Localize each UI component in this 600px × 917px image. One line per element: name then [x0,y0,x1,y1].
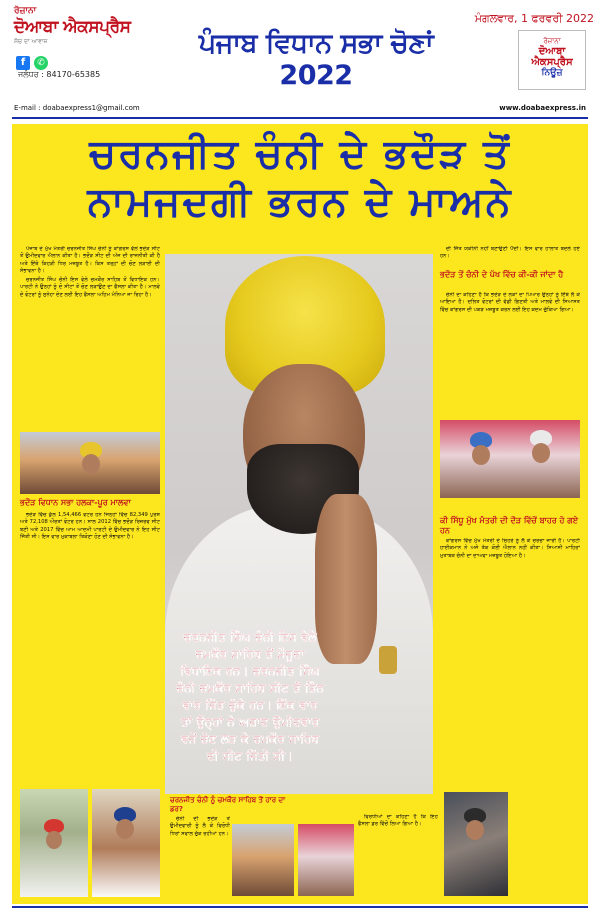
photo-leaders [440,420,580,498]
right-column-mid [440,292,580,416]
contact-bar [0,104,600,116]
left-mid-paragraph: ਚਰਨਜੀਤ ਸਿੰਘ ਚੰਨੀ ਇਸ ਵੇਲੇ ਚਮਕੌਰ ਸਾਹਿਬ ਤੋਂ ਵਿਧਾਇਕ ਹਨ। ਪਾਰਟੀ ਨੇ ਉਨ੍ਹਾਂ ਨੂੰ ਦੋ ਸੀਟਾਂ ਤੋਂ ਚੋਣ ਲੜਾਉਣ ਦਾ ਫੈਸਲਾ ਕੀਤਾ ਹੈ। ਮਾਲਵੇ ਦੇ ਵੋਟਰਾਂ ਨੂੰ ਸੁਨੇਹਾ ਦੇਣ ਲਈ ਇਹ ਫੈਸਲਾ ਅਹਿਮ ਮੰਨਿਆ ਜਾ ਰਿਹਾ ਹੈ। [20,277,160,298]
right-mid-paragraph: ਚੰਨੀ ਦਾ ਕਹਿਣਾ ਹੈ ਕਿ ਭਦੌੜ ਦੇ ਲੋਕਾਂ ਦਾ ਪਿਆਰ ਉਨ੍ਹਾਂ ਨੂੰ ਇੱਥੇ ਲੈ ਕੇ ਆਇਆ ਹੈ। ਦਲਿਤ ਵੋਟਰਾਂ ਦੀ ਵੱਡੀ ਗਿਣਤੀ ਅਤੇ ਮਾਲਵੇ ਦੀ ਸਿਆਸਤ ਵਿੱਚ ਕਾਂਗਰਸ ਦੀ ਪਕੜ ਮਜ਼ਬੂਤ ਕਰਨ ਲਈ ਇਹ ਕਦਮ ਚੁੱਕਿਆ ਗਿਆ। [440,292,580,313]
left-column-bottom [20,512,160,784]
banner-title: ਪੰਜਾਬ ਵਿਧਾਨ ਸਭਾ ਚੋਣਾਂ 2022 [198,28,434,91]
news-logo-tag: ਰੋਜ਼ਾਨਾ [543,37,561,45]
left-bottom-paragraph: ਭਦੌੜ ਵਿੱਚ ਕੁੱਲ 1,54,466 ਵੋਟਰ ਹਨ ਜਿਨ੍ਹਾਂ ਵਿੱਚ 82,349 ਪੁਰਸ਼ ਅਤੇ 72,108 ਔਰਤਾਂ ਵੋਟਰ ਹਨ। ਸਾਲ 2012 ਵਿੱਚ ਭਦੌੜ ਰਿਜ਼ਰਵ ਸੀਟ ਬਣੀ ਅਤੇ 2017 ਵਿੱਚ ਆਮ ਆਦਮੀ ਪਾਰਟੀ ਦੇ ਉਮੀਦਵਾਰ ਨੇ ਇਹ ਸੀਟ ਜਿੱਤੀ ਸੀ। ਇਸ ਵਾਰ ਮੁਕਾਬਲਾ ਤਿਕੋਣਾ ਹੋਣ ਦੀ ਸੰਭਾਵਨਾ ਹੈ। [20,512,160,540]
bottom-right-paragraph: ਵਿਰੋਧੀਆਂ ਦਾ ਕਹਿਣਾ ਹੈ ਕਿ ਇਹ ਫੈਸਲਾ ਡਰ ਵਿੱਚੋਂ ਲਿਆ ਗਿਆ ਹੈ। [358,814,438,828]
news-logo-name: ਦੋਆਬਾ ਐਕਸਪ੍ਰੈਸ [531,46,573,68]
right-column-top [440,246,580,268]
right-column-bottom [440,538,580,786]
person-face [472,445,490,465]
photo-meeting [92,789,160,897]
logo-sub: ਸੱਚ ਦਾ ਆਵਾਜ਼ [14,38,48,45]
person-face [46,831,62,849]
email-link[interactable]: E-mail : doabaexpress1@gmail.com [14,104,140,112]
right-subheading-2: ਕੀ ਸਿੱਧੂ ਮੁੱਖ ਮੰਤਰੀ ਦੀ ਦੌੜ ਵਿੱਚੋਂ ਬਾਹਰ ਹੋ ਗਏ ਹਨ [440,516,579,535]
facebook-icon[interactable]: f [16,56,30,70]
issue-date: ਮੰਗਲਵਾਰ, 1 ਫਰਵਰੀ 2022 [474,12,594,25]
photo-temple [20,789,88,897]
photo-portrait-small [444,792,508,896]
right-subheading-1: ਭਦੌੜ ਤੋਂ ਚੰਨੀ ਦੇ ਪੱਖ ਵਿੱਚ ਕੀ-ਕੀ ਜਾਂਦਾ ਹੈ [440,270,564,279]
photo-crowd-1 [232,824,294,896]
bottom-right-column [358,814,438,896]
headline-line-1: ਚਰਨਜੀਤ ਚੰਨੀ ਦੇ ਭਦੌੜ ਤੋਂ [89,131,511,177]
person-face [116,819,134,839]
article-frame [12,124,588,904]
news-logo[interactable] [518,30,586,90]
bottom-rule [12,906,588,908]
website-link[interactable]: www.doabaexpress.in [499,104,586,112]
left-subheading: ਭਦੌੜ ਵਿਧਾਨ ਸਭਾ ਹਲਕਾ-ਪੂਰ ਮਾਲਵਾ [20,498,131,507]
wrist-watch [379,646,397,674]
logo-name: ਦੋਆਬਾ ਐਕਸਪ੍ਰੈਸ [14,17,131,37]
photo-crowd-2 [298,824,354,896]
whatsapp-icon[interactable]: ✆ [34,56,48,70]
person-face [532,443,550,463]
logo-tag: ਰੋਜ਼ਾਨਾ [14,6,37,16]
left-column-top [20,246,160,356]
person-face [82,454,100,474]
masthead [0,0,600,102]
divider [12,117,588,119]
photo-rally [20,432,160,494]
phone-number: ਜਲੰਧਰ : 84170-65385 [18,70,101,79]
bottom-subheading: ਚਰਨਜੀਤ ਚੰਨੀ ਨੂੰ ਚਮਕੌਰ ਸਾਹਿਬ ਤੋਂ ਹਾਰ ਦਾ ਡਰ? [170,796,286,813]
headline-line-2: ਨਾਮਜਦਗੀ ਭਰਨ ਦੇ ਮਾਅਨੇ [87,179,513,225]
right-top-paragraph: ਦੀ ਜਿੱਤ ਯਕੀਨੀ ਨਹੀਂ ਬਣਾਉਣੀ ਪੈਂਦੀ। ਇਸ ਵਾਰ ਹਾਲਾਤ ਬਦਲੇ ਹੋਏ ਹਨ। [440,246,580,260]
bottom-center-column [170,816,230,896]
person-face [466,820,484,840]
pull-quote: ਚਰਨਜੀਤ ਸਿੰਘ ਚੰਨੀ ਇਸ ਵੇਲੇ ਚਮਕੌਰ ਸਾਹਿਬ ਤੋਂ ਮੌਜੂਦਾ ਵਿਧਾਇਕ ਹਨ। ਚਰਨਜੀਤ ਸਿੰਘ ਚੰਨੀ ਚਮਕੌਰ ਸਾਹਿਬ ਸੀਟ ਤੋਂ ਤਿੰਨ ਵਾਰ ਜਿੱਤ ਚੁੱਕੇ ਹਨ। ਇੱਕ ਵਾਰ ਤਾਂ ਉਨ੍ਹਾਂ ਨੇ ਅਜ਼ਾਦ ਉਮੀਦਵਾਰ ਵਜੋਂ ਚੋਣ ਲੜ ਕੇ ਚਮਕੌਰ ਸਾਹਿਬ ਦੀ ਸੀਟ ਜਿੱਤੀ ਸੀ। [176,630,324,763]
bottom-center-paragraph: ਚੰਨੀ ਦੀ ਭਦੌੜ ਤੋਂ ਉਮੀਦਵਾਰੀ ਨੂੰ ਲੈ ਕੇ ਵਿਰੋਧੀ ਧਿਰਾਂ ਸਵਾਲ ਚੁੱਕ ਰਹੀਆਂ ਹਨ। [170,816,230,837]
main-headline [20,130,580,234]
left-top-paragraph: ਪੰਜਾਬ ਦੇ ਮੁੱਖ ਮੰਤਰੀ ਚਰਨਜੀਤ ਸਿੰਘ ਚੰਨੀ ਨੂੰ ਕਾਂਗਰਸ ਵੱਲੋਂ ਭਦੌੜ ਸੀਟ ਤੋਂ ਉਮੀਦਵਾਰ ਐਲਾਨ ਕੀਤਾ ਹੈ। ਭਦੌੜ ਸੀਟ ਦੀ ਅੱਜ ਦੀ ਰਾਜਨੀਤੀ ਕੀ ਹੈ ਅਤੇ ਇੱਥੇ ਕਿਹੜੀ ਧਿਰ ਮਜ਼ਬੂਤ ਹੈ। ਕਿਸ ਤਰ੍ਹਾਂ ਦੀ ਚੋਣ ਲੜਾਈ ਦੀ ਸੰਭਾਵਨਾ ਹੈ। [20,246,160,274]
newspaper-logo[interactable] [14,6,134,68]
news-logo-sub: ਨਿਊਜ਼ [541,68,563,78]
right-bottom-paragraph: ਕਾਂਗਰਸ ਵਿੱਚ ਮੁੱਖ ਮੰਤਰੀ ਦੇ ਚਿਹਰੇ ਨੂੰ ਲੈ ਕੇ ਚਰਚਾ ਜਾਰੀ ਹੈ। ਪਾਰਟੀ ਹਾਈਕਮਾਨ ਨੇ ਅਜੇ ਤੱਕ ਕੋਈ ਐਲਾਨ ਨਹੀਂ ਕੀਤਾ। ਸਿਆਸੀ ਮਾਹਿਰਾਂ ਮੁਤਾਬਕ ਚੰਨੀ ਦਾ ਦਾਅਵਾ ਮਜ਼ਬੂਤ ਹੋਇਆ ਹੈ। [440,538,580,559]
